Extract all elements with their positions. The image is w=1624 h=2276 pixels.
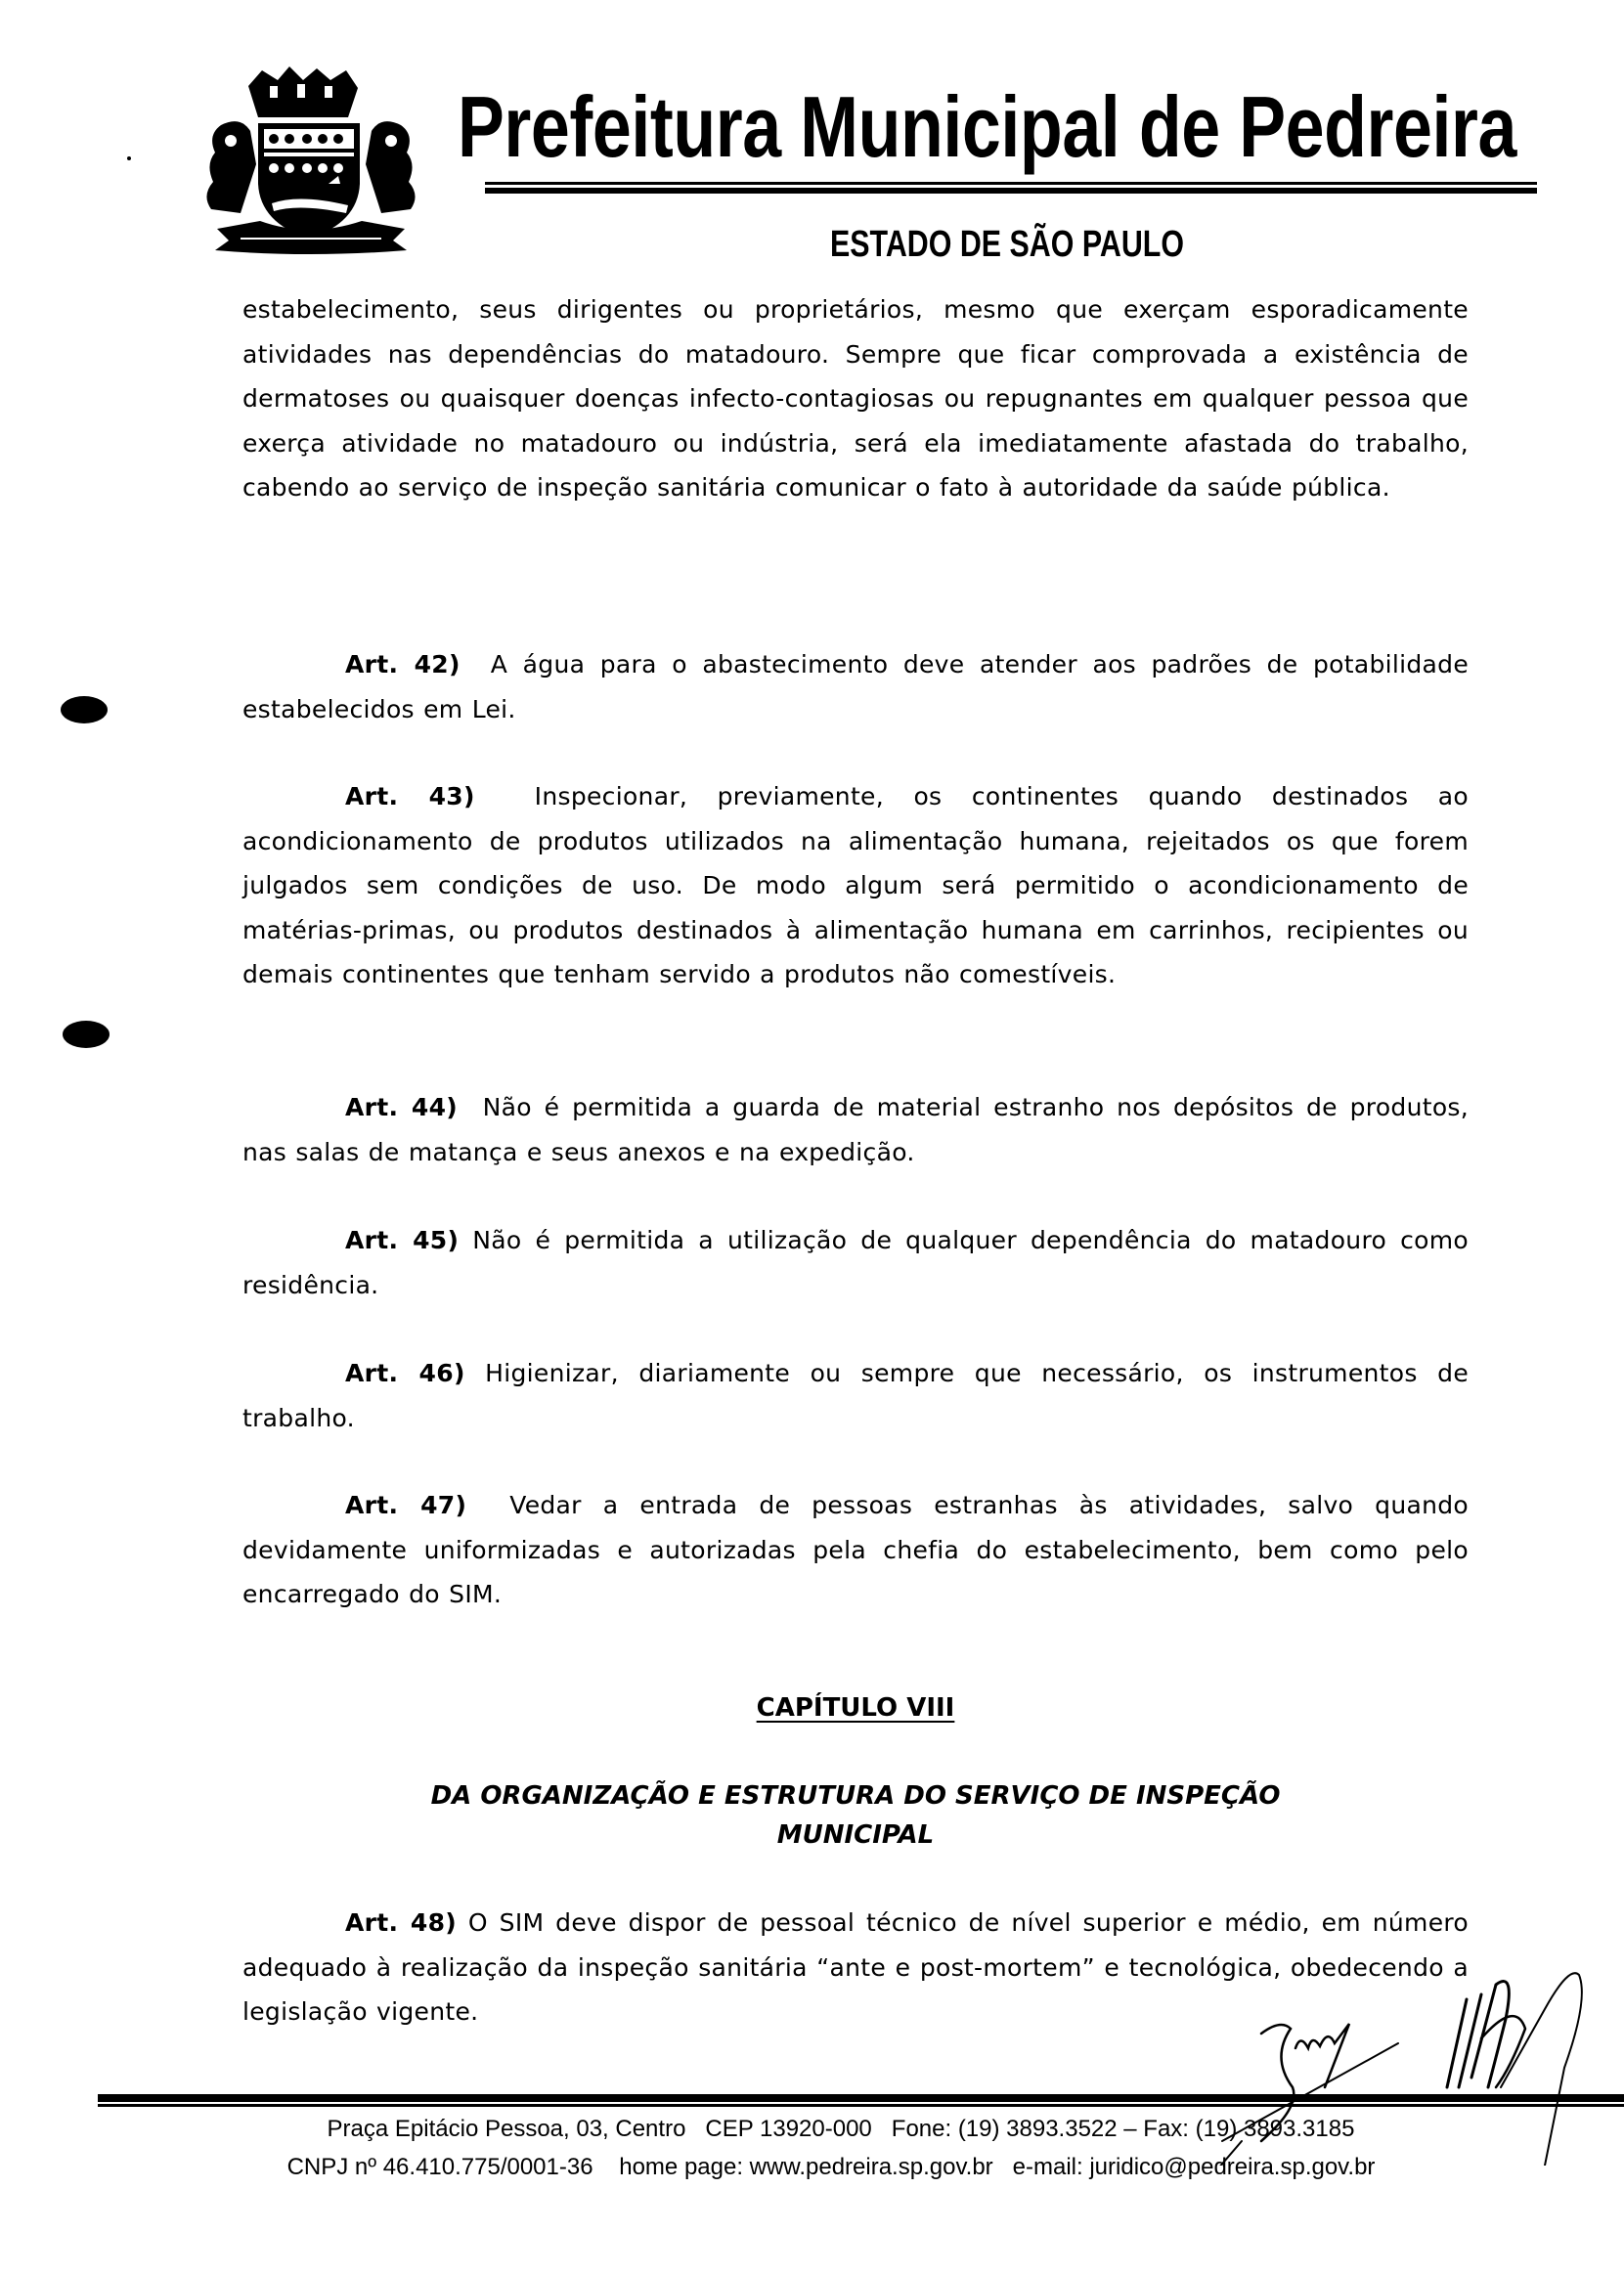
coat-of-arms-icon: [201, 66, 420, 254]
article-43: [242, 774, 1469, 997]
article-47: [242, 1483, 1469, 1617]
stray-dot-mark: [127, 156, 131, 160]
chapter-heading: [242, 1688, 1469, 1728]
punch-hole: [63, 1021, 110, 1048]
article-text: Não é permitida a guarda de material estranho nos depósitos de produtos, nas salas de matança e seus anexos e na expedição.: [242, 1093, 1470, 1166]
article-label: Art. 42): [345, 650, 461, 678]
chapter-subtitle-line-1: DA ORGANIZAÇÃO E ESTRUTURA DO SERVIÇO DE INSPEÇÃO: [430, 1781, 1281, 1811]
article-text: A água para o abastecimento deve atender aos padrões de potabilidade estabelecidos em Lei.: [242, 650, 1469, 723]
article-45: [242, 1218, 1469, 1307]
article-label: Art. 47): [345, 1491, 467, 1519]
page-title: Prefeitura Municipal de Pedreira: [458, 78, 1517, 175]
article-label: Art. 45): [345, 1226, 460, 1254]
article-label: Art. 44): [345, 1093, 458, 1121]
chapter-title: CAPÍTULO VIII: [756, 1693, 955, 1723]
article-label: Art. 43): [345, 782, 475, 810]
article-text: Inspecionar, previamente, os continentes quando destinados ao acondicionamento de produtos utilizados na alimentação humana, rejeitados os que forem julgados sem condições de uso. De modo algum será permitido o acondicionamento de matérias-primas, ou produtos destinados à alimentação humana em carrinhos, recipientes ou demais continentes que tenham servido a produtos não comestíveis.: [242, 782, 1469, 988]
article-label: Art. 46): [345, 1359, 465, 1387]
footer-contact: CNPJ nº 46.410.775/0001-36 home page: www.pedreira.sp.gov.br e-mail: juridico@pedreira.sp.gov.br: [286, 2154, 1376, 2180]
article-text: Vedar a entrada de pessoas estranhas às atividades, salvo quando devidamente uniformizadas e autorizadas pela chefia do estabelecimento, bem como pelo encarregado do SIM.: [242, 1491, 1469, 1608]
header-rule-thin: [485, 182, 1537, 185]
chapter-subtitle: [242, 1776, 1469, 1855]
article-44: [242, 1085, 1469, 1174]
paragraph-text: estabelecimento, seus dirigentes ou proprietários, mesmo que exerçam esporadicamente atividades nas dependências do matadouro. Sempre que ficar comprovada a existência de dermatoses ou quaisquer doenças infecto-contagiosas ou repugnantes em qualquer pessoa que exerça atividade no matadouro ou indústria, será ela imediatamente afastada do trabalho, cabendo ao serviço de inspeção sanitária comunicar o fato à autoridade da saúde pública.: [242, 295, 1469, 502]
article-label: Art. 48): [345, 1908, 458, 1937]
chapter-subtitle-line-2: MUNICIPAL: [776, 1820, 935, 1850]
article-42: [242, 642, 1469, 731]
state-subtitle: ESTADO DE SÃO PAULO: [829, 224, 1184, 265]
article-46: [242, 1351, 1469, 1440]
footer-rule-thin: [98, 2104, 1624, 2107]
header-rule-thick: [485, 188, 1537, 194]
continuation-paragraph: [242, 287, 1469, 510]
article-text: Higienizar, diariamente ou sempre que necessário, os instrumentos de trabalho.: [242, 1359, 1469, 1432]
article-text: Não é permitida a utilização de qualquer dependência do matadouro como residência.: [242, 1226, 1469, 1299]
punch-hole: [61, 696, 108, 723]
footer-rule-thick: [98, 2094, 1624, 2102]
article-text: O SIM deve dispor de pessoal técnico de nível superior e médio, em número adequado à realização da inspeção sanitária “ante e post-mortem” e tecnológica, obedecendo a legislação vigente.: [242, 1908, 1470, 2026]
footer-address: Praça Epitácio Pessoa, 03, Centro CEP 13920-000 Fone: (19) 3893.3522 – Fax: (19) 3893.3185: [327, 2116, 1355, 2142]
